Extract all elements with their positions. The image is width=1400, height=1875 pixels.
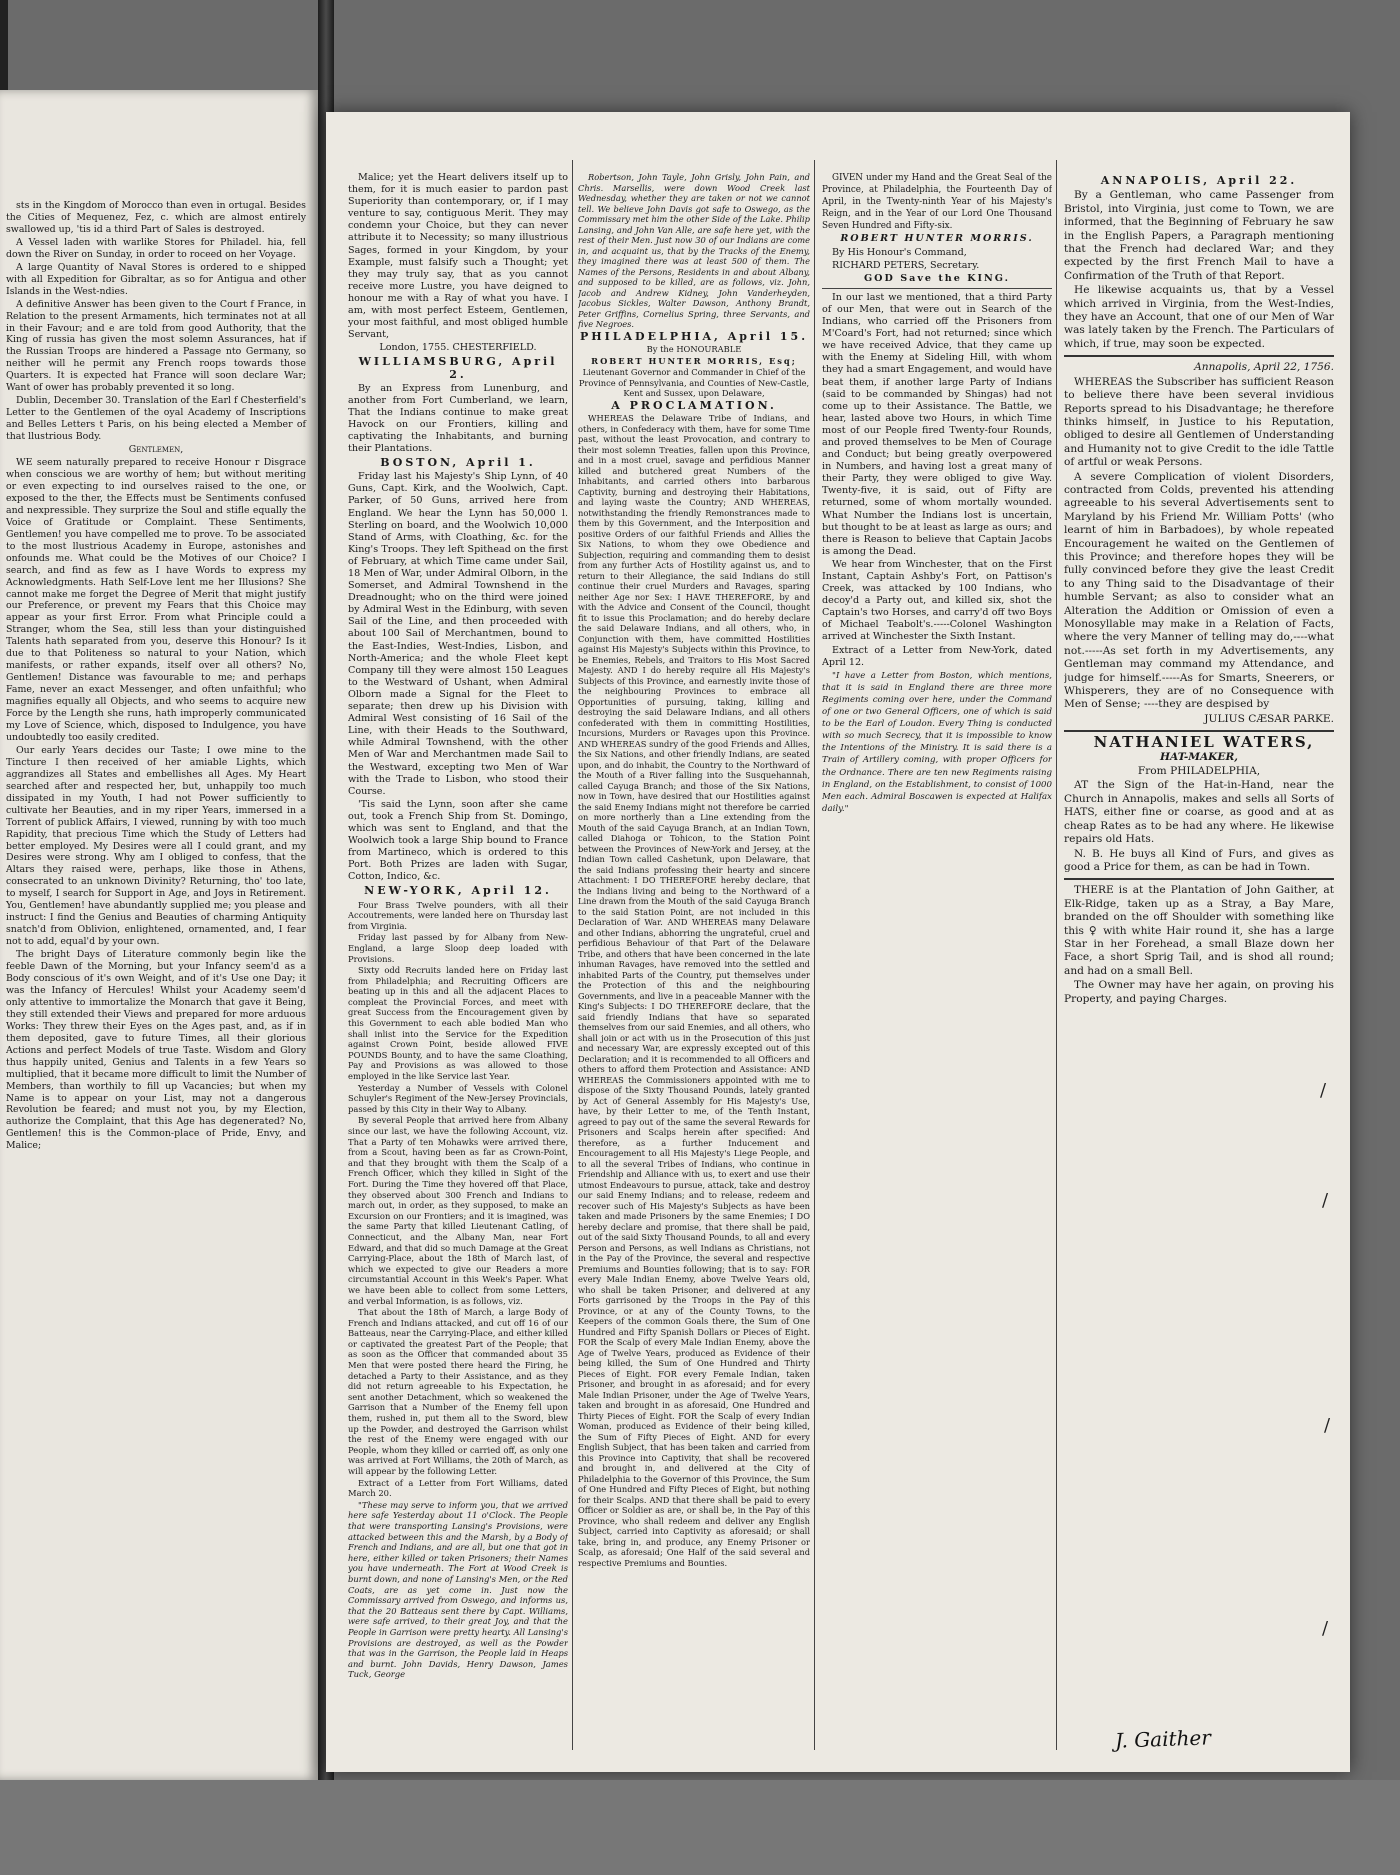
ad-from: From PHILADELPHIA, (1137, 765, 1261, 778)
dateline-annapolis: ANNAPOLIS, April 22. (1100, 174, 1298, 187)
paragraph: Our early Years decides our Taste; I owe mine to the Tincture I then received of her amiable Lights, which aggrandizes all States and embellishes all Ages. My Heart searched after and respected her, but, unhappily too much dissipated in my Youth, I had not Power sufficiently to cultivate her Beauties, and in my riper Years, immersed in a Torrent of publick Affairs, I viewed, running by with too much Rapidity, that precious Time which the Study of Letters had better employed. My Desires were all I could grant, and my Desires were strong. Why am I obliged to confess, that the Altars they raised were, perhaps, like those in Athens, consecrated to an unknown Divinity? Returning, tho' too late, to myself, I search for Support in Age, and Joys in Retirement. You, Gentlemen! have abundantly supplied me; you please and instruct: I find the Genius and Beauties of charming Antiquity snatch'd from Oblivion, enlightened, ornamented, and, I fear not to add, equal'd by your own. (6, 744, 306, 948)
paragraph: Four Brass Twelve pounders, with all their Accoutrements, were landed here on Thursday last from Virginia. (348, 899, 568, 931)
ad-signature: JULIUS CÆSAR PARKE. (1204, 712, 1334, 725)
secretary: RICHARD PETERS, Secretary. (832, 259, 980, 271)
given-clause: GIVEN under my Hand and the Great Seal of the Province, at Philadelphia, the Fourteenth Day of April, in the Twenty-ninth Year of his Majesty's Reign, and in the Year of our Lord One Thousand Seven Hundred and Fifty-six. (822, 173, 1052, 232)
paragraph: Friday last his Majesty's Ship Lynn, of 40 Guns, Capt. Kirk, and the Woolwich, Capt. Parker, of 50 Guns, arrived here from England. We hear the Lynn has 50,000 l. Sterling on board, and the Woolwich 10,000 Stand of Arms, with Cloathing, &c. for the King's Troops. They left Spithead on the first of February, at which Time came under Sail, 18 Men of War, under Admiral Olborn, in the Somerset, and Admiral Townshend in the Dreadnought; who on the third were joined by Admiral West in the Edinburg, with seven Sail of the Line, and then proceeded with about 100 Sail of Merchantmen, bound to the East-Indies, West-Indies, Lisbon, and North-America; and the whole Fleet kept Company till they were almost 150 Leagues to the Westward of Ushant, when Admiral Olborn made a Signal for the Fleet to separate; then drew up his Division with Admiral West consisting of 16 Sail of the Line, with their Heads to the Southward, while Admiral Townshend, with the other Men of War and Merchantmen made Sail to the Westward, excepting two Men of War with the Trade to Lisbon, who stood their Course. (348, 471, 568, 797)
dateline-philadelphia: PHILADELPHIA, April 15. (579, 329, 809, 343)
paragraph: A definitive Answer has been given to the Court f France, in Relation to the present Armaments, hich terminates not at all in their Favour; and e are told from good Authority, that the King of russia has given the most solemn Assurances, hat if the Russian Troops are hindered a Passage nto Germany, so neither will he permit any French roops towards those Quarters. It is expected hat France will soon declare War; Want of ower has probably prevented it so long. (6, 298, 306, 394)
column-rule (1056, 160, 1057, 1750)
ad-name: NATHANIEL WATERS, (1093, 733, 1315, 752)
advertisement-parke (1064, 355, 1334, 726)
paragraph: The bright Days of Literature commonly begin like the feeble Dawn of the Morning, but your Infancy seem'd as a Body conscious of it's own Weight, and of it's Use one Day; it was the Infancy of Hercules! Whilst your Academy seem'd only attentive to immortalize the Monarch that gave it Being, they still extended their Views and prepared for more arduous Works: They threw their Eyes on the Ages past, and, as if in them deposited, gave to future Times, all their glorious Actions and perfect Models of true Taste. Wisdom and Glory thus happily united, Genius and Talents in a few Years so multiplied, that it became more difficult to limit the Number of Members, than worthily to fill up Vacancies; but when my Name is to appear on your List, may not a dangerous Revolution be feared; and must not you, by my Election, authorize the Complaint, that this Age has degenerated? No, Gentlemen! this is the Common-place of Pride, Envy, and Malice; (6, 949, 306, 1152)
handwritten-signature: J. Gaither (1114, 1725, 1212, 1753)
ad-nb: N. B. He buys all Kind of Furs, and gives as good a Price for them, as can be had in Town. (1064, 847, 1334, 873)
paragraph: By several People that arrived here from Albany since our last, we have the following Account, viz. That a Party of ten Mohawks were arrived there, from a Scout, having been as far as Crown-Point, and that they brought with them the Scalp of a French Officer, which they killed in Sight of the Fort. During the Time they hovered off that Place, they observed about 300 French and Indians to march out, in order, as they supposed, to make an Excursion on our Frontiers; and it is imagined, was the same Party that killed Lieutenant Catling, of Connecticut, and the Albany Man, near Fort Edward, and that did so much Damage at the Great Carrying-Place, about the 18th of March last, of which we expected to give our Readers a more circumstantial Account in this Week's Paper. What we have been able to collect from some Letters, and verbal Information, is as follows, viz. (348, 1115, 568, 1306)
letter-extract: "These may serve to inform you, that we arrived here safe Yesterday about 11 o'Clock. The People that were transporting Lansing's Provisions, were attacked between this and the Marsh, by a Body of French and Indians, and are all, but one that got in here, either killed or taken Prisoners; their Names you have underneath. The Fort at Wood Creek is burnt down, and none of Lansing's Men, or the Red Coats, are as yet come in. Just now the Commissary arrived from Oswego, and informs us, that the 20 Batteaus sent there by Capt. Williams, were safe arrived, to their great Joy, and that the People in Garrison were pretty hearty. All Lansing's Provisions are destroyed, as well as the Powder that was in the Garrison, the People laid in Heaps and burnt. John Davids, Henry Dawson, James Tuck, George (348, 1499, 568, 1680)
paragraph: 'Tis said the Lynn, soon after she came out, took a French Ship from St. Domingo, which was sent to England, and that the Woolwich took a large Ship bound to France from Martineco, which is ordered to this Port. Both Prizes are laden with Sugar, Cotton, Indico, &c. (348, 798, 568, 883)
ad-text: WHEREAS the Subscriber has sufficient Reason to believe there have been several invidious Reports spread to his Disadvantage; he therefore thinks himself, in Justice to his Reputation, obliged to desire all Gentlemen of Understanding and Humanity not to give Credit to the idle Tattle of artful or weak Persons. (1064, 375, 1334, 469)
column-rule (814, 160, 815, 1750)
god-save-the-king: GOD Save the KING. (863, 272, 1010, 284)
margin-mark: / (1322, 1618, 1329, 1639)
ad-trade: HAT-MAKER, (1160, 750, 1238, 763)
paragraph: That about the 18th of March, a large Body of French and Indians attacked, and cut off 16 of our Batteaus, near the Carrying-Place, and either killed or captivated the greatest Part of the People; that as soon as the Officer that commanded about 35 Men that were posted there heard the Firing, he detached a Party to their Assistance, and as they did not return agreeable to his Expectation, he sent another Detachment, which so weakened the Garrison that a Number of the Enemy fell upon them, rushed in, put them all to the Sword, blew up the Powder, and destroyed the Garrison whilst the rest of the Enemy were engaged with our People, whom they killed or carried off, as only one was arrived at Fort Williams, the 20th of March, as will appear by the following Letter. (348, 1307, 568, 1476)
ad-date: Annapolis, April 22, 1756. (1194, 361, 1334, 374)
ad-text: AT the Sign of the Hat-in-Hand, near the Church in Annapolis, makes and sells all Sorts of HATS, either fine or coarse, as good and at as cheap Rates as to be had any where. He likewise repairs old Hats. (1064, 779, 1334, 846)
proclamation-text: WHEREAS the Delaware Tribe of Indians, and others, in Confederacy with them, have for some Time past, without the least Provocation, and contrary to their most solemn Treaties, fallen upon this Province, and in a most cruel, savage and perfidious Manner killed and butchered great Numbers of the Inhabitants, and carried others into barbarous Captivity, burning and destroying their Habitations, and laying waste the Country; AND WHEREAS, notwithstanding the friendly Remonstrances made to them by this Government, and the Interposition and positive Orders of our faithful Friends and Allies the Six Nations, to whom they owe Obedience and Subjection, requiring and commanding them to desist from any further Acts of Hostility against us, and to return to their Allegiance, the said Indians do still continue their cruel Murders and Ravages, sparing neither Age nor Sex: I HAVE THEREFORE, by and with the Advice and Consent of the Council, thought fit to issue this Proclamation; and do hereby declare the said Delaware Indians, and all others, who, in Conjunction with them, have committed Hostilities against His Majesty's Subjects within this Province, to be Enemies, Rebels, and Traitors to His Most Sacred Majesty. AND I do hereby require all His Majesty's Subjects of this Province, and earnestly invite those of the neighbouring Provinces to embrace all Opportunities of pursuing, taking, killing and destroying the said Delaware Indians, and all others confederated with them in committing Hostilities, Incursions, Murders or Ravages upon this Province. AND WHEREAS sundry of the good Friends and Allies, the Six Nations, and other friendly Indians, are seated upon, and do inhabit, the Country to the Northward of the Mouth of a River falling into the Susquehannah, called Cayuga Branch; and those of the Six Nations, now in Town, have desired that our Hostilities against the said Enemy Indians might not therefore be carried on more northerly than a Line extending from the Mouth of the said Cayuga Branch, at an Indian Town, called Diahoga or Tohicon, to the Station Point between the Provinces of New-York and Jersey, at the Indian Town called Cashetunk, upon Delaware, that the said Indians professing their hearty and sincere Attachment: I DO THEREFORE hereby declare, that the Indians living and being to the Northward of a Line drawn from the Mouth of the said Cayuga Branch to the said Station Point, are not included in this Declaration of War. AND WHEREAS many Delaware and other Indians, abhorring the ungrateful, cruel and perfidious Behaviour of that Part of the Delaware Tribe, and others that have been concerned in the late inhuman Ravages, have removed into the settled and inhabited Parts of the Country, put themselves under the Protection of this and the neighbouring Governments, and live in a peaceable Manner with the King's Subjects: I DO THEREFORE declare, that the said friendly Indians that have so separated themselves from our said Enemies, and all others, who shall join or act with us in the Prosecution of this just and necessary War, are expressly excepted out of this Declaration; and it is recommended to all Officers and others to afford them Protection and Assistance: AND WHEREAS the Commissioners appointed with me to dispose of the Sixty Thousand Pounds, lately granted by Act of General Assembly for His Majesty's Use, have, by their Letter to me, of the Tenth Instant, agreed to pay out of the same the several Rewards for Prisoners and Scalps herein after specified: And therefore, as a further Inducement and Encouragement to all His Majesty's Liege People, and to all the several Tribes of Indians, who continue in Friendship and Alliance with us, to exert and use their utmost Endeavours to pursue, attack, take and destroy our said Enemy Indians; and to release, redeem and recover such of His Majesty's Subjects as have been taken and made Prisoners by the same Enemies; I DO hereby declare and promise, that there shall be paid, out of the said Sixty Thousand Pounds, to all and every Person and Persons, as well Indians as Christians, not in the Pay of the Province, the several and respective Premiums and Bounties following; that is to say: FOR every Male Indian Enemy, above Twelve Years old, who shall be taken Prisoner, and delivered at any Forts garrisoned by the Troops in the Pay of this Province, or at any of the County Towns, to the Keepers of the common Goals there, the Sum of One Hundred and Fifty Spanish Dollars or Pieces of Eight. FOR the Scalp of every Male Indian Enemy, above the Age of Twelve Years, produced as Evidence of their being killed, the Sum of One Hundred and Thirty Pieces of Eight. FOR every Female Indian, taken Prisoner, and brought in as aforesaid; and for every Male Indian Prisoner, under the Age of Twelve Years, taken and brought in as aforesaid, One Hundred and Thirty Pieces of Eight. FOR the Scalp of every Indian Woman, produced as Evidence of their being killed, the Sum of Fifty Pieces of Eight. AND for every English Subject, that has been taken and carried from this Province into Captivity, that shall be recovered and brought in, and delivered at the City of Philadelphia to the Governor of this Province, the Sum of One Hundred and Fifty Pieces of Eight, but nothing for their Scalps. AND that there shall be paid to every Officer or Soldier as are, or shall be, in the Pay of this Province, who shall redeem and deliver any English Subject, carried into Captivity as aforesaid; or shall take, bring in, and produce, any Enemy Prisoner or Scalp, as aforesaid; One Half of the said several and respective Premiums and Bounties. (578, 413, 810, 1568)
paragraph: Sixty odd Recruits landed here on Friday last from Philadelphia; and Recruiting Officers are beating up in this and all the adjacent Places to compleat the Provincial Forces, and meet with great Success from the Encouragement given by this Government to each able bodied Man who shall inlist into the Service for the Expedition against Crown Point, beside allowed FIVE POUNDS Bounty, and to have the same Cloathing, Pay and Provisions as was allowed to those employed in the like Service last Year. (348, 965, 568, 1082)
scan-background (0, 1780, 1400, 1875)
letter-extract: "I have a Letter from Boston, which mentions, that it is said in England there are three more Regiments coming over here, under the Command of one or two General Officers, one of which is said to be the Earl of Loudon. Every Thing is conducted with so much Secrecy, that it is impossible to know the Intentions of the Ministry. It is said there is a Train of Artillery coming, with proper Officers for the Ordnance. There are ten new Regiments raising in England, on the Establishment, to consist of 1000 Men each. Admiral Boscawen is expected at Halifax daily." (822, 670, 1052, 814)
paragraph: sts in the Kingdom of Morocco than even in ortugal. Besides the Cities of Mequenez, Fez, c. which are almost entirely swallowed up, 'tis id a third Part of Sales is destroyed. (6, 200, 306, 235)
paragraph: We hear from Winchester, that on the First Instant, Captain Ashby's Fort, on Pattison's Creek, was attacked by 100 Indians, who decoy'd a Party out, and killed six, shot the Captain's two Horses, and carry'd off two Boys of Michael Teabolt's.-----Colonel Washington arrived at Winchester the Sixth Instant. (822, 558, 1052, 643)
advertisement-waters (1064, 730, 1334, 874)
salutation: Gentlemen, (128, 444, 184, 456)
dateline-boston: BOSTON, April 1. (380, 456, 536, 470)
proclamation-heading: A PROCLAMATION. (611, 398, 777, 412)
letter-heading: Extract of a Letter from Fort Williams, dated March 20. (348, 1477, 568, 1499)
divider (822, 288, 1052, 289)
paragraph: In our last we mentioned, that a third Party of our Men, that were out in Search of the Indians, who carried off the Prisoners from M'Coard's Fort, had not returned; since which we have received Advice, that they came up with the Enemy at Sideling Hill, with whom they had a smart Engagement, and would have beat them, if another large Party of Indians (said to be commanded by Shingas) had not come up to their Assistance. The Battle, we hear, lasted above two Hours, in which Time most of our People fired Twenty-four Rounds, and proved themselves to be Men of Courage and Conduct; but being greatly overpowered in Numbers, and having lost a great many of their Party, they were obliged to give Way. Twenty-five, it is said, out of Fifty are returned, some of whom mortally wounded. What Number the Indians lost is uncertain, but thought to be at least as large as ours; and there is Reason to believe that Captain Jacobs is among the Dead. (822, 291, 1052, 557)
by-command: By His Honour's Command, (832, 246, 967, 258)
ad-text: A severe Complication of violent Disorders, contracted from Colds, prevented his attending agreeable to his several Advertisements sent to Maryland by his Friend Mr. William Potts' (who learnt of him in Barbadoes), by whole repeated Encouragement he waited on the Gentlemen of this Province; and therefore hopes they will be fully convinced before they give the least Credit to any Thing said to the Disadvantage of their humble Servant; as also to consider what an Alteration the Addition or Omission of even a Monosyllable may make in a Relation of Facts, where the very Manner of telling may do,----what not.-----As set forth in my Advertisements, any Gentleman may command my Attendance, and judge for himself.-----As for Smarts, Sneerers, or Whisperers, they are of no Consequence with Men of Sense; ----they are despised by (1064, 470, 1334, 711)
ad-text: THERE is at the Plantation of John Gaither, at Elk-Ridge, taken up as a Stray, a Bay Mare, branded on the off Shoulder with something like this ♀ with white Hair round it, she has a large Star in her Forehead, a small Blaze down her Face, a short Sprig Tail, and is shod all round; and had on a small Bell. (1064, 884, 1334, 977)
dateline-newyork: NEW-YORK, April 12. (364, 884, 552, 898)
names-list: Robertson, John Tayle, John Grisly, John Pain, and Chris. Marsellis, were down Wood Creek last Wednesday, whether they are taken or not we cannot tell. We believe John Davis got safe to Oswego, as the Commissary met him the other Side of the Lake. Philip Lansing, and John Van Alle, are safe here yet, with the rest of their Men. Just now 30 of our Indians are come in, and acquaint us, that by the Tracks of the Enemy, they imagined there was at least 500 of them. The Names of the Persons, Residents in and about Albany, and supposed to be killed, are as follows, viz. John, Jacob and Andrew Kidney, John Vanderheyden, Jacobus Sickles, Walter Dawson, Anthony Brandt, Peter Griffins, Cornelius Spring, three Servants, and five Negroes. (578, 172, 810, 329)
margin-mark: / (1320, 1080, 1327, 1101)
column-2 (578, 172, 810, 1752)
by-the: By the HONOURABLE (646, 344, 742, 354)
column-1 (348, 172, 568, 1752)
newyork-news (348, 900, 568, 1680)
right-page (326, 112, 1350, 1772)
margin-mark: / (1324, 1415, 1331, 1436)
paragraph: Yesterday a Number of Vessels with Colonel Schuyler's Regiment of the New-Jersey Provincials, passed by this City in their Way to Albany. (348, 1082, 568, 1114)
governor-title: Lieutenant Governor and Commander in Chief of the Province of Pennsylvania, and Counties of New-Castle, Kent and Sussex, upon Delaware, (578, 367, 810, 398)
column-rule (572, 160, 573, 1750)
letter-signoff: London, 1755. CHESTERFIELD. (379, 342, 537, 354)
paragraph: He likewise acquaints us, that by a Vessel which arrived in Virginia, from the West-Indies, they have an Account, that one of our Men of War was lately taken by the French. The Particulars of which, if true, may soon be expected. (1064, 284, 1334, 350)
ad-text: The Owner may have her again, on proving his Property, and paying Charges. (1064, 979, 1334, 1005)
governor-name: ROBERT HUNTER MORRIS, Esq; (591, 355, 797, 366)
paragraph: Dublin, December 30. Translation of the Earl f Chesterfield's Letter to the Gentlemen of the oyal Academy of Inscriptions and Belles Letters t Paris, on his being elected a Member of that llustrious Body. (6, 395, 306, 443)
paragraph: A Vessel laden with warlike Stores for Philadel. hia, fell down the River on Sunday, in order to roceed on her Voyage. (6, 236, 306, 260)
letter-heading: Extract of a Letter from New-York, dated April 12. (822, 644, 1052, 668)
column-4 (1064, 172, 1334, 1752)
paragraph: By a Gentleman, who came Passenger from Bristol, into Virginia, just come to Town, we are informed, that the Beginning of February he saw in the English Papers, a Paragraph mentioning that the French had declared War; and they expected by the first French Mail to have a Confirmation of the Truth of that Report. (1064, 189, 1334, 282)
margin-mark: / (1322, 1190, 1329, 1211)
paragraph: A large Quantity of Naval Stores is ordered to e shipped with all Expedition for Gibraltar, as so for Antigua and other Islands in the West-ndies. (6, 261, 306, 297)
left-page-column (6, 200, 306, 1153)
paragraph: By an Express from Lunenburg, and another from Fort Cumberland, we learn, That the Indians continue to make great Havock on our Frontiers, killing and captivating the Inhabitants, and burning their Plantations. (348, 382, 568, 455)
column-3 (822, 172, 1052, 1752)
paragraph: Friday last passed by for Albany from New-England, a large Sloop deep loaded with Provisions. (348, 932, 568, 964)
proclamation-signer: ROBERT HUNTER MORRIS. (840, 233, 1034, 245)
dateline-williamsburg: WILLIAMSBURG, April 2. (358, 355, 558, 381)
advertisement-gaither (1064, 878, 1334, 1006)
paragraph: WE seem naturally prepared to receive Honour r Disgrace when conscious we are worthy of hem; but without meriting or even expecting to ind ourselves raised to the one, or exposed to the ther, the Effects must be Sentiments confused and nexpressible. They surprize the Soul and stifle equally the Voice of Gratitude or Complaint. These Sentiments, Gentlemen! you have compelled me to prove. To be associated to the most llustrious Academy in Europe, astonishes and onfounds me. What could be the Motives of our Choice? I search, and find as few as I have Words to express my Acknowledgments. Hath Self-Love lent me her Illusions? She cannot make me forget the Degree of Merit that might justify our Preference, or prevent my Fears that this Choice may appear as your first Error. From what Principle could a Stranger, whom the Sea, still less than your distinguished Talents hath separated from you, deserve this Honour? Is it due to that Politeness so natural to your Nation, which manifests, or rather expands, itself over all others? No, Gentlemen! Distance was favourable to me; and perhaps Fame, never an exact Messenger, and often unfaithful; who magnifies equally all Objects, and who seems to acquire new Force by the Length she runs, hath improperly communicated my Love of Science, which, disposed to Indulgence, you have undoubtedly too easily credited. (6, 457, 306, 743)
paragraph: Malice; yet the Heart delivers itself up to them, for it is much easier to pardon past Superiority than contemporary, or, if I may venture to say, contiguous Merit. They may condemn your Choice, but they can never attribute it to Necessity; so many illustrious Sages, formed in your Kingdom, by your Example, must falsify such a Thought; yet they may truly say, that as you cannot receive more Lustre, you have deigned to honour me with a Ray of what you have. I am, with most perfect Esteem, Gentlemen, your most faithful, and most obliged humble Servant, (348, 172, 568, 341)
left-page (0, 90, 324, 1780)
